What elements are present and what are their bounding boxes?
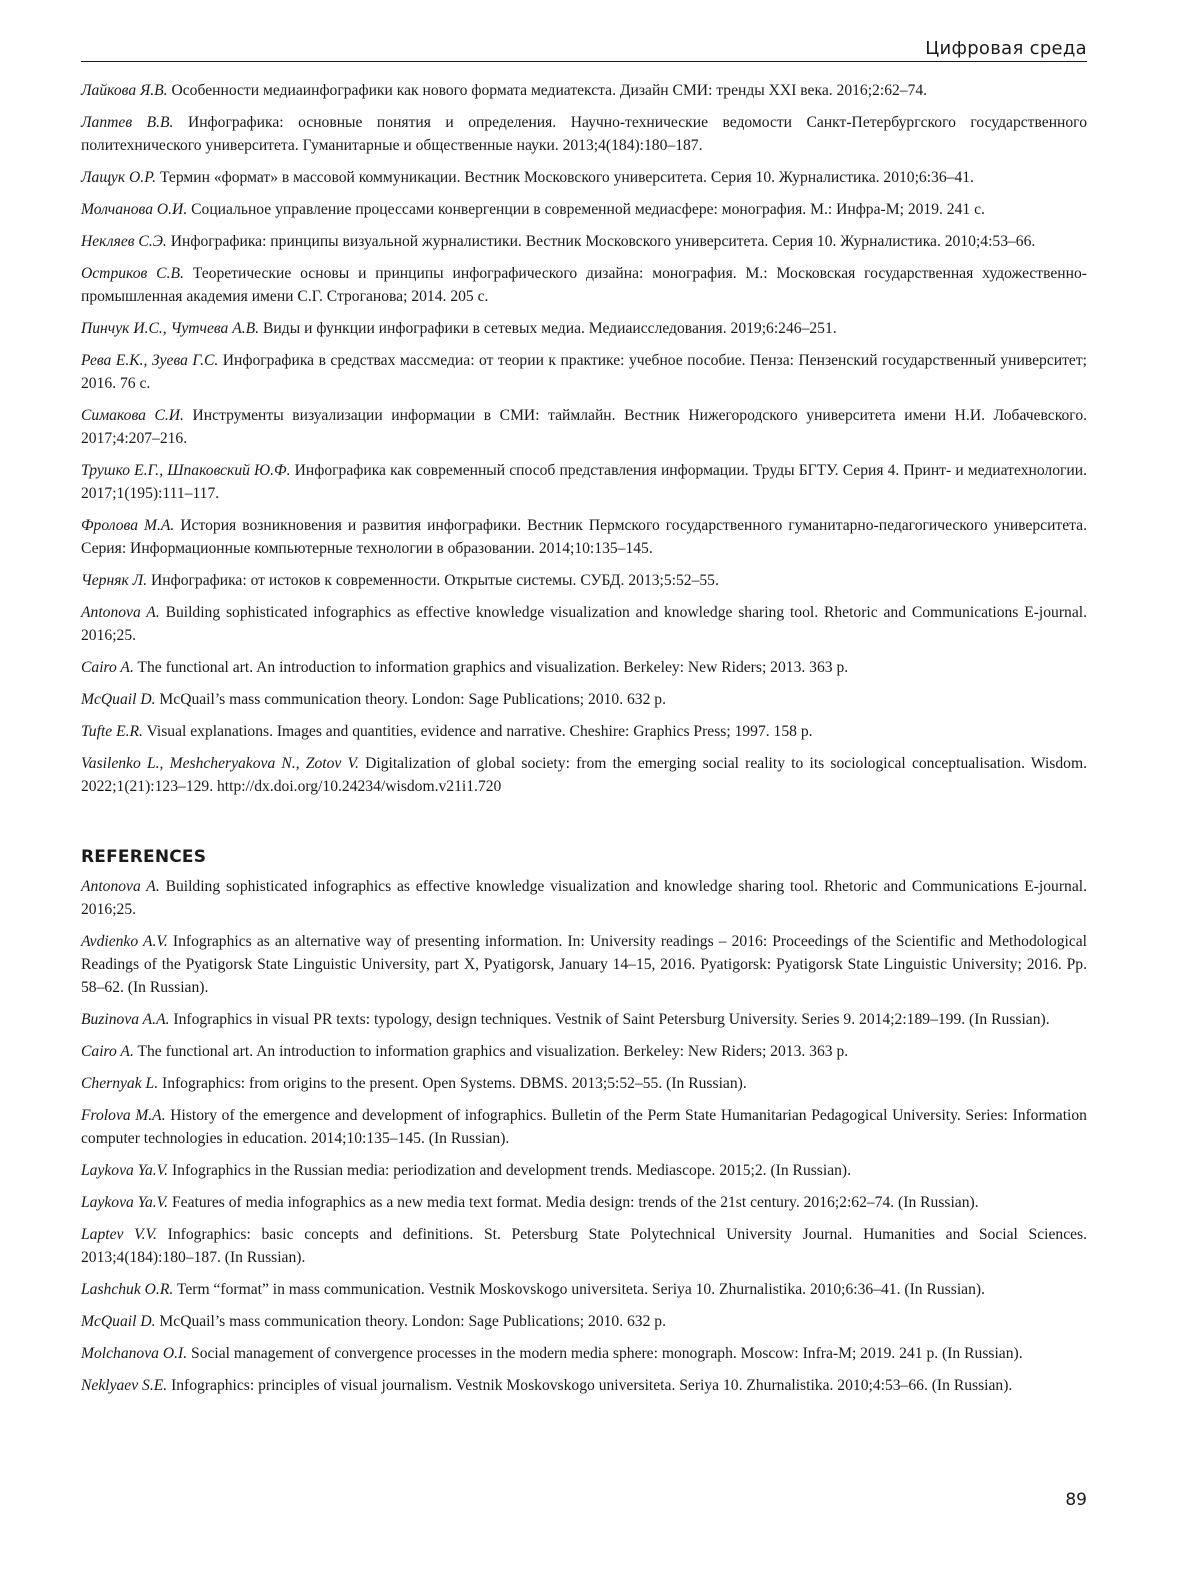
reference-text: The functional art. An introduction to information graphics and visualization. Berkeley: New Riders; 2013. 363 p.: [137, 1043, 849, 1060]
reference-entry: [81, 1223, 1087, 1269]
references-list-en: [81, 875, 1087, 1397]
reference-entry: [81, 1374, 1087, 1397]
reference-entry: [81, 198, 1087, 221]
reference-text: Term “format” in mass communication. Vestnik Moskovskogo universiteta. Seriya 10. Zhurnalistika. 2010;6:36–41. (In Russian).: [176, 1281, 985, 1298]
reference-entry: [81, 514, 1087, 560]
reference-entry: [81, 569, 1087, 592]
reference-author: Некляев С.Э.: [81, 233, 167, 250]
reference-entry: [81, 1278, 1087, 1301]
reference-entry: [81, 1191, 1087, 1214]
reference-author: Neklyaev S.E.: [81, 1377, 168, 1394]
reference-text: Building sophisticated infographics as effective knowledge visualization and knowledge sharing tool. Rhetoric and Communications E-journal. 2016;25.: [81, 604, 1087, 644]
reference-entry: [81, 720, 1087, 743]
reference-entry: [81, 1159, 1087, 1182]
reference-author: Lashchuk O.R.: [81, 1281, 174, 1298]
page-content: [81, 79, 1087, 1406]
reference-author: Cairo A.: [81, 1043, 134, 1060]
reference-entry: [81, 404, 1087, 450]
reference-text: Теоретические основы и принципы инфографического дизайна: монография. М.: Московская государственная художественно-промышленная академия имени С.Г. Строганова; 2014. 205 с.: [81, 265, 1087, 305]
reference-author: Molchanova O.I.: [81, 1345, 188, 1362]
references-list-ru: [81, 79, 1087, 798]
reference-author: Симакова С.И.: [81, 407, 184, 424]
reference-entry: [81, 875, 1087, 921]
reference-text: Features of media infographics as a new media text format. Media design: trends of the 21st century. 2016;2:62–74. (In Russian).: [171, 1194, 979, 1211]
reference-entry: [81, 656, 1087, 679]
reference-text: Infographics: principles of visual journalism. Vestnik Moskovskogo universiteta. Seriya 10. Zhurnalistika. 2010;4:53–66. (In Russian).: [171, 1377, 1013, 1394]
reference-text: McQuail’s mass communication theory. London: Sage Publications; 2010. 632 p.: [159, 1313, 666, 1330]
reference-text: История возникновения и развития инфографики. Вестник Пермского государственного гуманитарно-педагогического университета. Серия: Информационные компьютерные технологии в образовании. 2014;10:135–145.: [81, 517, 1087, 557]
reference-text: Social management of convergence processes in the modern media sphere: monograph. Moscow: Infra-M; 2019. 241 p. (In Russian).: [191, 1345, 1023, 1362]
reference-text: Виды и функции инфографики в сетевых медиа. Медиаисследования. 2019;6:246–251.: [263, 320, 837, 337]
reference-entry: [81, 79, 1087, 102]
section-gap: [81, 807, 1087, 847]
reference-author: Черняк Л.: [81, 572, 148, 589]
reference-text: History of the emergence and development of infographics. Bulletin of the Perm State Humanitarian Pedagogical University. Series: Information computer technologies in education. 2014;10:135–145. (In Russian).: [81, 1107, 1087, 1147]
reference-entry: [81, 1342, 1087, 1365]
reference-text: Infographics: from origins to the present. Open Systems. DBMS. 2013;5:52–55. (In Russian).: [162, 1075, 747, 1092]
reference-author: Рева Е.К., Зуева Г.С.: [81, 352, 219, 369]
reference-author: Laptev V.V.: [81, 1226, 157, 1243]
reference-entry: [81, 317, 1087, 340]
reference-text: Термин «формат» в массовой коммуникации. Вестник Московского университета. Серия 10. Журналистика. 2010;6:36–41.: [159, 169, 974, 186]
reference-author: Остриков С.В.: [81, 265, 184, 282]
reference-author: Лайкова Я.В.: [81, 82, 168, 99]
reference-entry: [81, 459, 1087, 505]
reference-author: Лаптев В.В.: [81, 114, 174, 131]
reference-text: Инфографика: принципы визуальной журналистики. Вестник Московского университета. Серия 10. Журналистика. 2010;4:53–66.: [170, 233, 1036, 250]
reference-entry: [81, 688, 1087, 711]
running-header: Цифровая среда: [925, 38, 1087, 59]
reference-entry: [81, 111, 1087, 157]
reference-author: Tufte E.R.: [81, 723, 143, 740]
reference-author: Laykova Ya.V.: [81, 1162, 169, 1179]
reference-author: Antonova A.: [81, 604, 160, 621]
reference-author: Cairo A.: [81, 659, 134, 676]
reference-text: Инструменты визуализации информации в СМИ: таймлайн. Вестник Нижегородского университета имени Н.И. Лобачевского. 2017;4:207–216.: [81, 407, 1088, 447]
reference-author: Frolova M.A.: [81, 1107, 166, 1124]
reference-entry: [81, 1310, 1087, 1333]
reference-author: Фролова М.А.: [81, 517, 175, 534]
reference-author: Laykova Ya.V.: [81, 1194, 169, 1211]
reference-author: Пинчук И.С., Чутчева А.В.: [81, 320, 260, 337]
reference-text: Инфографика: основные понятия и определения. Научно-технические ведомости Санкт-Петербургского государственного политехнического университета. Гуманитарные и общественные науки. 2013;4(184):180–187.: [81, 114, 1087, 154]
header-rule: [81, 61, 1087, 62]
reference-entry: [81, 752, 1087, 798]
reference-text: The functional art. An introduction to information graphics and visualization. Berkeley: New Riders; 2013. 363 p.: [137, 659, 849, 676]
reference-entry: [81, 1072, 1087, 1095]
reference-entry: [81, 601, 1087, 647]
reference-text: Особенности медиаинфографики как нового формата медиатекста. Дизайн СМИ: тренды XXI века. 2016;2:62–74.: [171, 82, 928, 99]
reference-author: Молчанова О.И.: [81, 201, 188, 218]
reference-text: Инфографика как современный способ представления информации. Труды БГТУ. Серия 4. Принт- и медиатехнологии. 2017;1(195):111–117.: [81, 462, 1087, 502]
reference-text: Infographics: basic concepts and definitions. St. Petersburg State Polytechnical University Journal. Humanities and Social Sciences. 2013;4(184):180–187. (In Russian).: [81, 1226, 1088, 1266]
reference-author: Antonova A.: [81, 878, 160, 895]
reference-author: Трушко Е.Г., Шпаковский Ю.Ф.: [81, 462, 291, 479]
reference-author: McQuail D.: [81, 691, 156, 708]
reference-text: McQuail’s mass communication theory. London: Sage Publications; 2010. 632 p.: [159, 691, 666, 708]
reference-text: Visual explanations. Images and quantities, evidence and narrative. Cheshire: Graphics Press; 1997. 158 p.: [146, 723, 813, 740]
reference-author: Avdienko A.V.: [81, 933, 168, 950]
reference-author: Лащук О.Р.: [81, 169, 157, 186]
reference-author: McQuail D.: [81, 1313, 156, 1330]
reference-text: Infographics in visual PR texts: typology, design techniques. Vestnik of Saint Petersburg University. Series 9. 2014;2:189–199. (In Russian).: [173, 1011, 1050, 1028]
reference-text: Инфографика: от истоков к современности. Открытые системы. СУБД. 2013;5:52–55.: [151, 572, 719, 589]
reference-text: Infographics as an alternative way of presenting information. In: University readings – 2016: Proceedings of the Scientific and Methodological Readings of the Pyatigorsk State Linguistic University, part X, Pyatigorsk, January 14–15, 2016. Pyatigorsk: Pyatigorsk State Linguistic University; 2016. Pp. 58–62. (In Russian).: [81, 933, 1088, 996]
reference-text: Infographics in the Russian media: periodization and development trends. Mediascope. 2015;2. (In Russian).: [171, 1162, 852, 1179]
page-number: 89: [1065, 1490, 1087, 1510]
reference-text: Building sophisticated infographics as effective knowledge visualization and knowledge sharing tool. Rhetoric and Communications E-journal. 2016;25.: [81, 878, 1087, 918]
reference-author: Vasilenko L., Meshcheryakova N., Zotov V.: [81, 755, 359, 772]
reference-text: Социальное управление процессами конвергенции в современной медиасфере: монография. М.: Инфра-М; 2019. 241 с.: [191, 201, 985, 218]
reference-entry: [81, 1104, 1087, 1150]
reference-entry: [81, 1040, 1087, 1063]
reference-text: Digitalization of global society: from the emerging social reality to its sociological conceptualisation. Wisdom. 2022;1(21):123–129. http://dx.doi.org/10.24234/wisdom.v21i1.720: [81, 755, 1087, 795]
reference-text: Инфографика в средствах массмедиа: от теории к практике: учебное пособие. Пенза: Пензенский государственный университет; 2016. 76 с.: [81, 352, 1087, 392]
reference-entry: [81, 1008, 1087, 1031]
reference-author: Buzinova A.A.: [81, 1011, 170, 1028]
references-heading: REFERENCES: [81, 847, 207, 867]
reference-entry: [81, 349, 1087, 395]
reference-author: Chernyak L.: [81, 1075, 159, 1092]
reference-entry: [81, 166, 1087, 189]
reference-entry: [81, 230, 1087, 253]
reference-entry: [81, 930, 1087, 999]
reference-entry: [81, 262, 1087, 308]
